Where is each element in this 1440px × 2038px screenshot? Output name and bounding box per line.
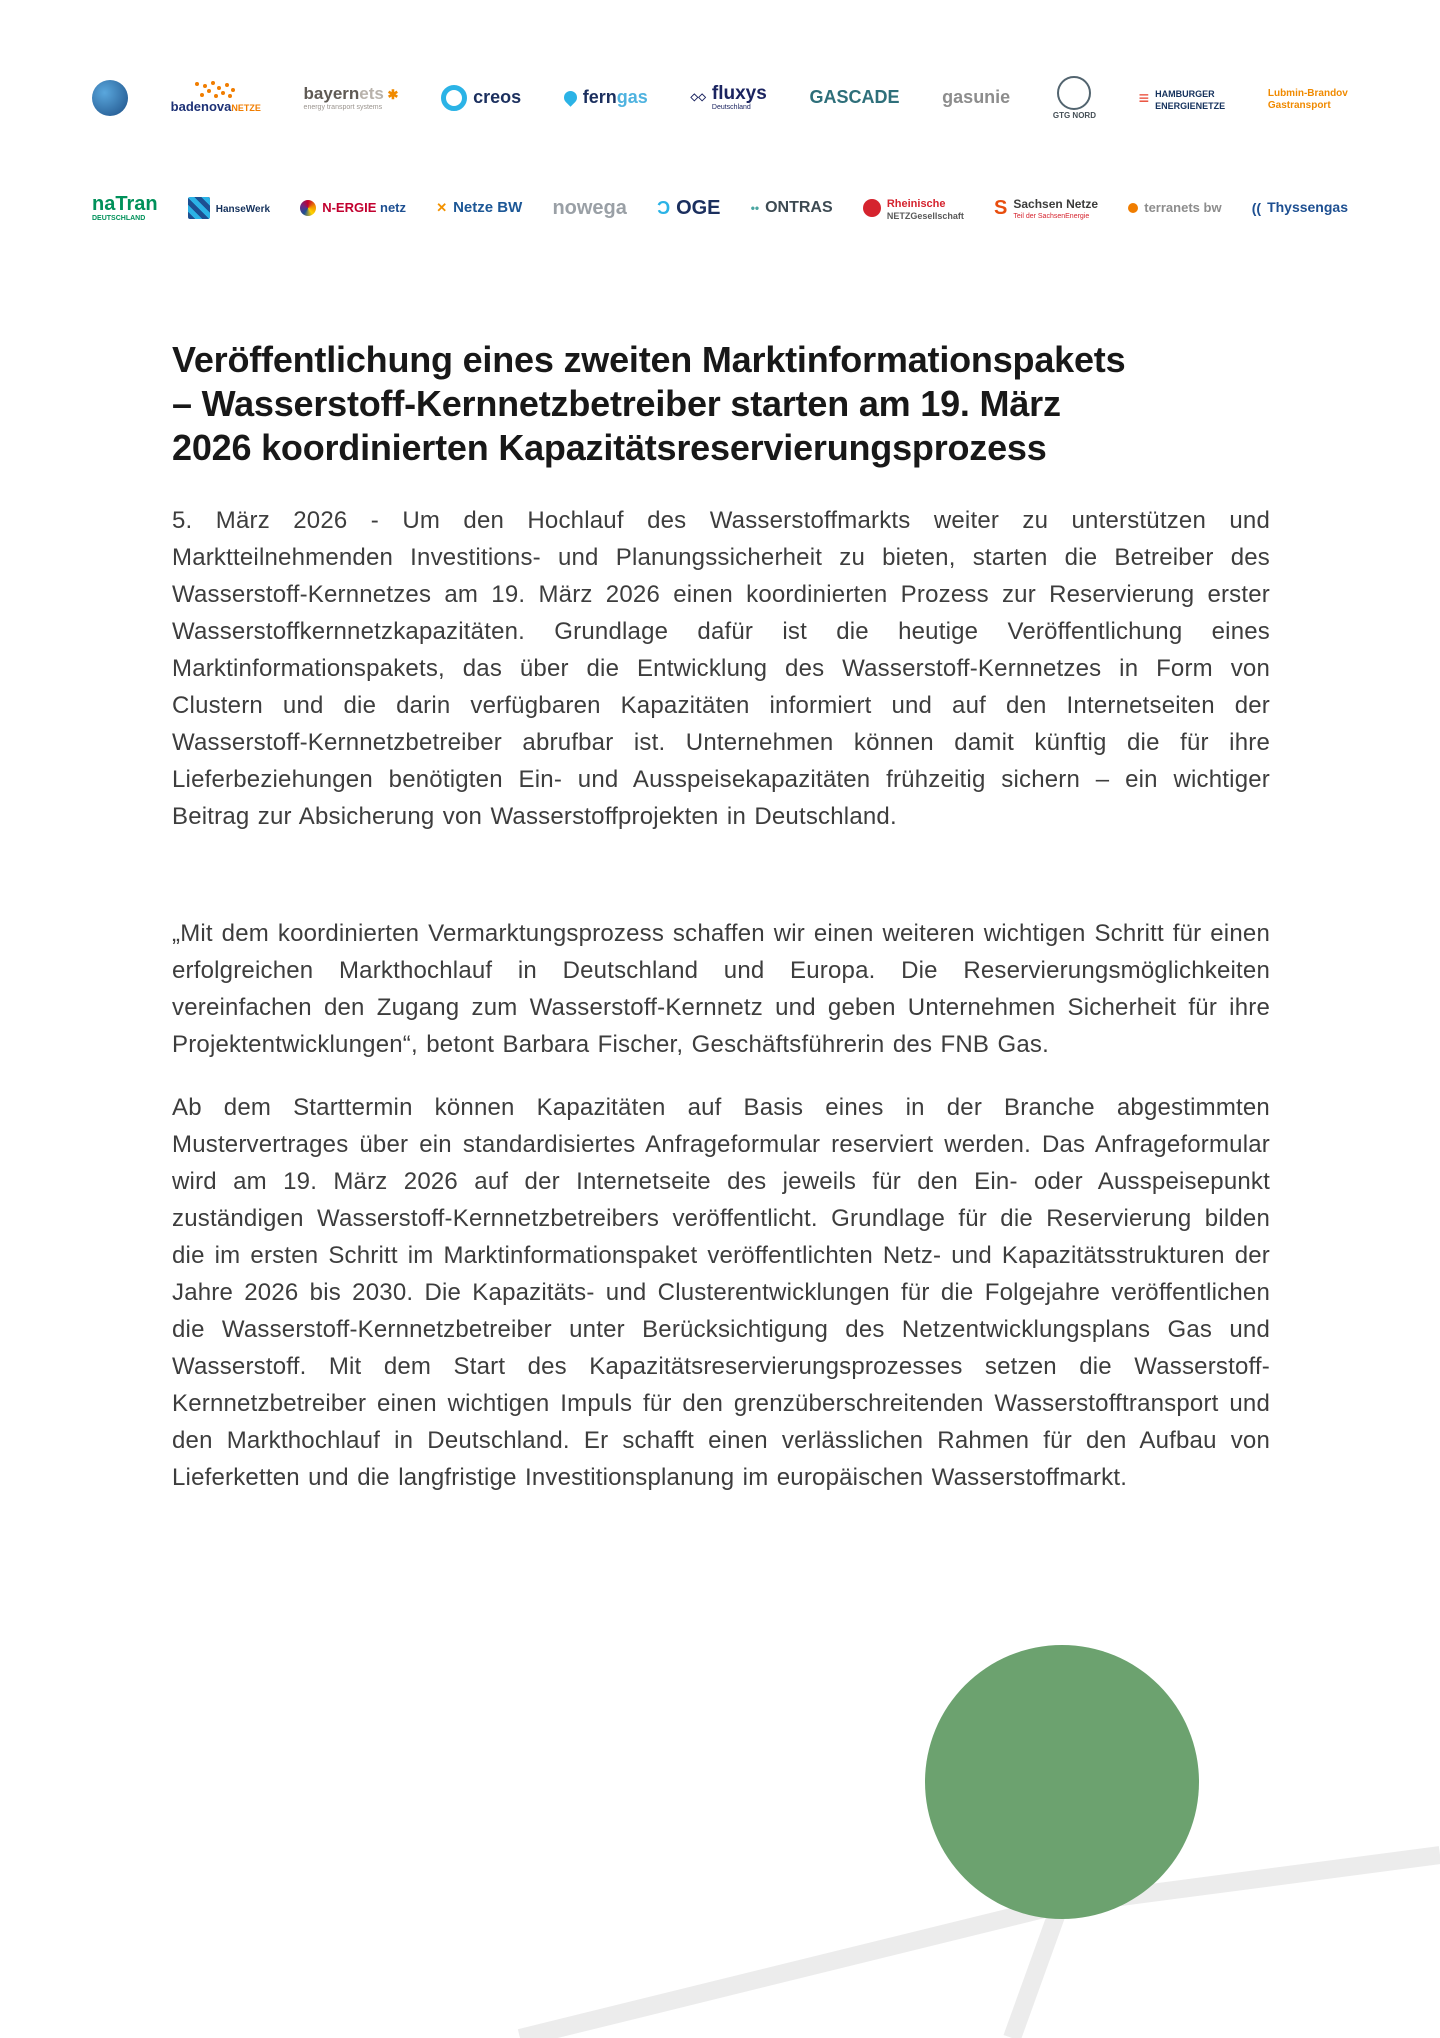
logo-ferngas [564,88,648,108]
netze-bw-logo-icon: ✕ [436,200,448,216]
bayernets-logo-wordmark: ✱ [383,86,399,102]
avacon-netz-logo-icon [92,80,128,116]
terranets-bw-logo-wordmark: terranets bw [1144,199,1222,215]
hansewerk-logo-icon [188,197,210,219]
body-paragraph-quote: „Mit dem koordinierten Vermarktungsprozess schaffen wir einen weiteren wichtigen Schritt für einen erfolgreichen Markthochlauf in Deutschland und Europa. Die Reservierungsmöglichkeiten vereinfachen den Zugang zum Wasserstoff-Kernnetz und geben Unternehmen Sicherheit für ihre Projektentwicklungen“, betont Barbara Fischer, Geschäftsführerin des FNB Gas. [172,920,1270,1058]
n-ergie-netz-logo-wordmark: netz [376,199,407,215]
hansewerk-logo-text [216,200,270,217]
badenova-netze-logo-wordmark: NETZE [231,103,261,114]
logo-badenova-netze [171,80,261,116]
background-line-left [520,1905,1060,2038]
ferngas-logo-icon [561,89,579,107]
logo-oge [657,198,720,219]
logo-terranets-bw [1128,200,1221,217]
logo-n-ergie-netz [300,200,406,217]
n-ergie-netz-logo-wordmark: N-ERGIE [322,199,377,215]
lubmin-brandov-gastransport-logo-tagline: Gastransport [1267,100,1331,112]
sachsennetze-logo-text [1013,196,1098,220]
n-ergie-netz-logo-icon [300,200,316,216]
lubmin-brandov-gastransport-logo-text [1268,84,1348,111]
logo-bayernets [304,85,399,111]
netze-bw-logo-wordmark: Netze BW [453,198,523,216]
hamburger-energienetze-logo-wordmark: HAMBURGER [1155,88,1215,99]
gasunie-logo-text [942,88,1010,108]
fluxys-logo-text [712,84,767,111]
page-title-line-1: Veröffentlichung eines zweiten Marktinformationspakets [172,339,1126,380]
thyssengas-logo-icon: (( [1251,199,1262,216]
logo-nowega [552,198,626,219]
oge-logo-text [676,198,720,219]
creos-logo-wordmark: creos [473,87,522,108]
sachsennetze-logo-tagline: Teil der SachsenEnergie [1013,212,1090,220]
bayernets-logo-text [304,85,399,111]
hamburger-energienetze-logo-tagline: ENERGIENETZE [1155,100,1226,111]
logo-fluxys [691,84,767,111]
hamburger-energienetze-logo-text [1155,85,1225,111]
press-release-body [172,338,1270,1496]
page-title [172,338,1270,470]
badenova-netze-logo-icon [193,80,239,97]
logo-hansewerk [188,197,270,219]
badenova-netze-logo-text [171,99,261,116]
oge-logo-wordmark: OGE [676,196,721,219]
lubmin-brandov-gastransport-logo-wordmark: Lubmin-Brandov [1267,88,1348,100]
gascade-logo-wordmark: GASCADE [809,87,900,108]
logo-rheinische-netzgesellschaft [863,195,964,221]
creos-logo-icon [441,85,467,111]
terranets-bw-logo-text [1144,200,1221,217]
fluxys-logo-wordmark: fluxys [711,83,767,105]
body-paragraph-intro: 5. März 2026 - Um den Hochlauf des Wasserstoffmarkts weiter zu unterstützen und Marktteilnehmenden Investitions- und Planungssicherheit zu bieten, starten die Betreiber des Wasserstoff-Kernnetzes am 19. März 2026 einen koordinierten Prozess zur Reservierung erster Wasserstoffkernnetzkapazitäten. Grundlage dafür ist die heutige Veröffentlichung eines Marktinformationspakets, das über die Entwicklung des Wasserstoff-Kernnetzes in Form von Clustern und die darin verfügbaren Kapazitäten informiert und auf den Internetseiten der Wasserstoff-Kernnetzbetreiber abrufbar ist. Unternehmen können damit künftig die für ihre Lieferbeziehungen benötigten Ein- und Ausspeisekapazitäten frühzeitig sichern – ein wichtiger Beitrag zur Absicherung von Wasserstoffprojekten in Deutschland. [172,507,1270,830]
bayernets-logo-wordmark: ets [359,83,384,103]
gascade-logo-text [809,88,899,108]
page-title-line-3: 2026 koordinierten Kapazitätsreservierungsprozess [172,427,1047,468]
ferngas-logo-wordmark: fern [582,87,617,108]
rheinische-netzgesellschaft-logo-text [887,195,964,221]
logo-sachsennetze [994,196,1098,220]
logo-gascade [809,88,899,108]
creos-logo-text [473,88,521,108]
gtg-nord-logo-tagline: GTG NORD [1052,110,1096,120]
logo-gtg-nord [1053,76,1096,120]
ferngas-logo-text [583,88,648,108]
green-circle-graphic [925,1645,1199,1919]
oge-logo-icon: Ɔ [657,198,671,218]
thyssengas-logo-text [1267,200,1348,217]
logo-netze-bw [436,200,522,217]
nowega-logo-text [552,198,626,219]
thyssengas-logo-wordmark: Thyssengas [1267,198,1348,215]
logo-hamburger-energienetze [1139,85,1226,111]
bayernets-logo-tagline: energy transport systems [303,103,383,111]
logo-row-2 [0,176,1440,240]
badenova-netze-logo-wordmark: badenova [170,99,232,115]
background-line-down [1012,1905,1060,2038]
logo-creos [441,85,521,111]
rheinische-netzgesellschaft-logo-tagline: NETZGesellschaft [886,210,964,221]
ontras-logo-icon: •• [750,200,760,215]
logo-ontras [751,200,833,217]
gtg-nord-logo-icon [1057,76,1091,110]
fluxys-logo-tagline: Deutschland [711,104,751,112]
ontras-logo-text [765,200,833,217]
natran-logo-wordmark: naTran [92,192,158,215]
body-paragraph-process: Ab dem Starttermin können Kapazitäten auf Basis eines in der Branche abgestimmten Mustervertrages über ein standardisiertes Anfrageformular reserviert werden. Das Anfrageformular wird am 19. März 2026 auf der Internetseite des jeweils für den Ein- oder Ausspeisepunkt zuständigen Wasserstoff-Kernnetzbetreibers veröffentlicht. Grundlage für die Reservierung bilden die im ersten Schritt im Marktinformationspaket veröffentlichten Netz- und Kapazitätsstrukturen der Jahre 2026 bis 2030. Die Kapazitäts- und Clusterentwicklungen für die Folgejahre veröffentlichen die Wasserstoff-Kernnetzbetreiber unter Berücksichtigung des Netzentwicklungsplans Gas und Wasserstoff. Mit dem Start des Kapazitätsreservierungsprozesses setzen die Wasserstoff-Kernnetzbetreiber einen wichtigen Impuls für den grenzüberschreitenden Wasserstofftransport und den Markthochlauf in Deutschland. Er schafft einen verlässlichen Rahmen für den Aufbau von Lieferketten und die langfristige Investitionsplanung im europäischen Wasserstoffmarkt. [172,1094,1270,1491]
nowega-logo-wordmark: nowega [552,196,627,219]
netze-bw-logo-text [453,200,522,217]
logo-thyssengas [1252,200,1348,217]
bayernets-logo-wordmark: bayern [303,83,360,103]
terranets-bw-logo-icon [1128,203,1138,213]
logo-gasunie [942,88,1010,108]
page-title-line-2: – Wasserstoff-Kernnetzbetreiber starten am 19. März [172,383,1061,424]
gasunie-logo-wordmark: gasunie [942,87,1011,108]
sachsennetze-logo-wordmark: Sachsen Netze [1013,196,1099,211]
logo-natran [92,194,158,222]
natran-logo-text [92,194,158,222]
ontras-logo-wordmark: ONTRAS [765,198,833,216]
rheinische-netzgesellschaft-logo-icon [863,199,881,217]
logo-avacon-netz [92,80,128,116]
ferngas-logo-wordmark: gas [616,87,648,108]
hansewerk-logo-wordmark: HanseWerk [215,203,271,215]
gtg-nord-logo-text [1053,112,1096,120]
hamburger-energienetze-logo-icon: ≡ [1138,87,1150,108]
sachsennetze-logo-icon: S [994,196,1008,219]
background-art [0,1438,1440,2038]
natran-logo-tagline: DEUTSCHLAND [92,214,146,222]
fluxys-logo-icon: ◇◇ [690,92,706,103]
rheinische-netzgesellschaft-logo-wordmark: Rheinische [886,197,946,210]
logo-row-1 [0,66,1440,130]
logo-lubmin-brandov-gastransport [1268,84,1348,111]
operator-logo-band [0,0,1440,240]
n-ergie-netz-logo-text [322,200,406,217]
